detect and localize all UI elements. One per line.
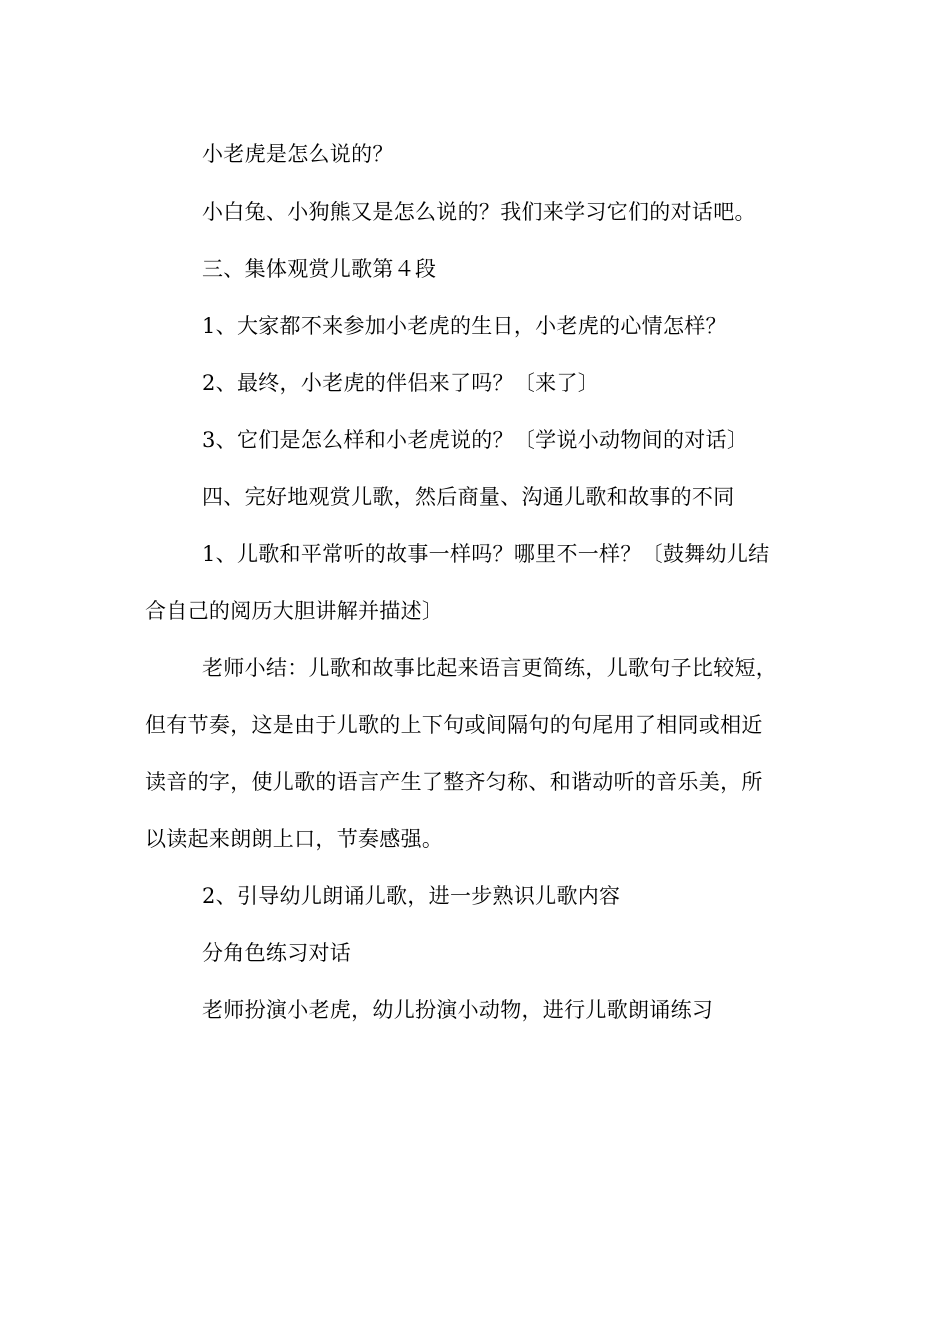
paragraph-line: 小老虎是怎么说的？ (202, 142, 394, 166)
paragraph-line: 1、大家都不来参加小老虎的生日，小老虎的心情怎样？ (202, 314, 727, 338)
paragraph-line: 2、引导幼儿朗诵儿歌，进一步熟识儿歌内容 (202, 884, 621, 908)
paragraph-line: 读音的字，使儿歌的语言产生了整齐匀称、和谐动听的音乐美，所 (145, 770, 763, 794)
paragraph-line: 但有节奏，这是由于儿歌的上下句或间隔句的句尾用了相同或相近 (145, 713, 763, 737)
paragraph-line: 以读起来朗朗上口，节奏感强。 (145, 827, 444, 851)
section-heading: 四、完好地观赏儿歌，然后商量、沟通儿歌和故事的不同 (202, 485, 735, 509)
paragraph-line: 1、儿歌和平常听的故事一样吗？哪里不一样？〔鼓舞幼儿结 (202, 542, 770, 566)
paragraph-line: 小白兔、小狗熊又是怎么说的？我们来学习它们的对话吧。 (202, 200, 756, 224)
section-heading: 三、集体观赏儿歌第４段 (202, 257, 437, 281)
paragraph-line: 2、最终，小老虎的伴侣来了吗？〔来了〕 (202, 371, 600, 395)
paragraph-line: 老师扮演小老虎，幼儿扮演小动物，进行儿歌朗诵练习 (202, 998, 714, 1022)
paragraph-line: 合自己的阅历大胆讲解并描述〕 (145, 599, 444, 623)
paragraph-line: 老师小结：儿歌和故事比起来语言更简练，儿歌句子比较短， (202, 656, 778, 680)
paragraph-line: 3、它们是怎么样和小老虎说的？〔学说小动物间的对话〕 (202, 428, 749, 452)
paragraph-line: 分角色练习对话 (202, 941, 352, 965)
